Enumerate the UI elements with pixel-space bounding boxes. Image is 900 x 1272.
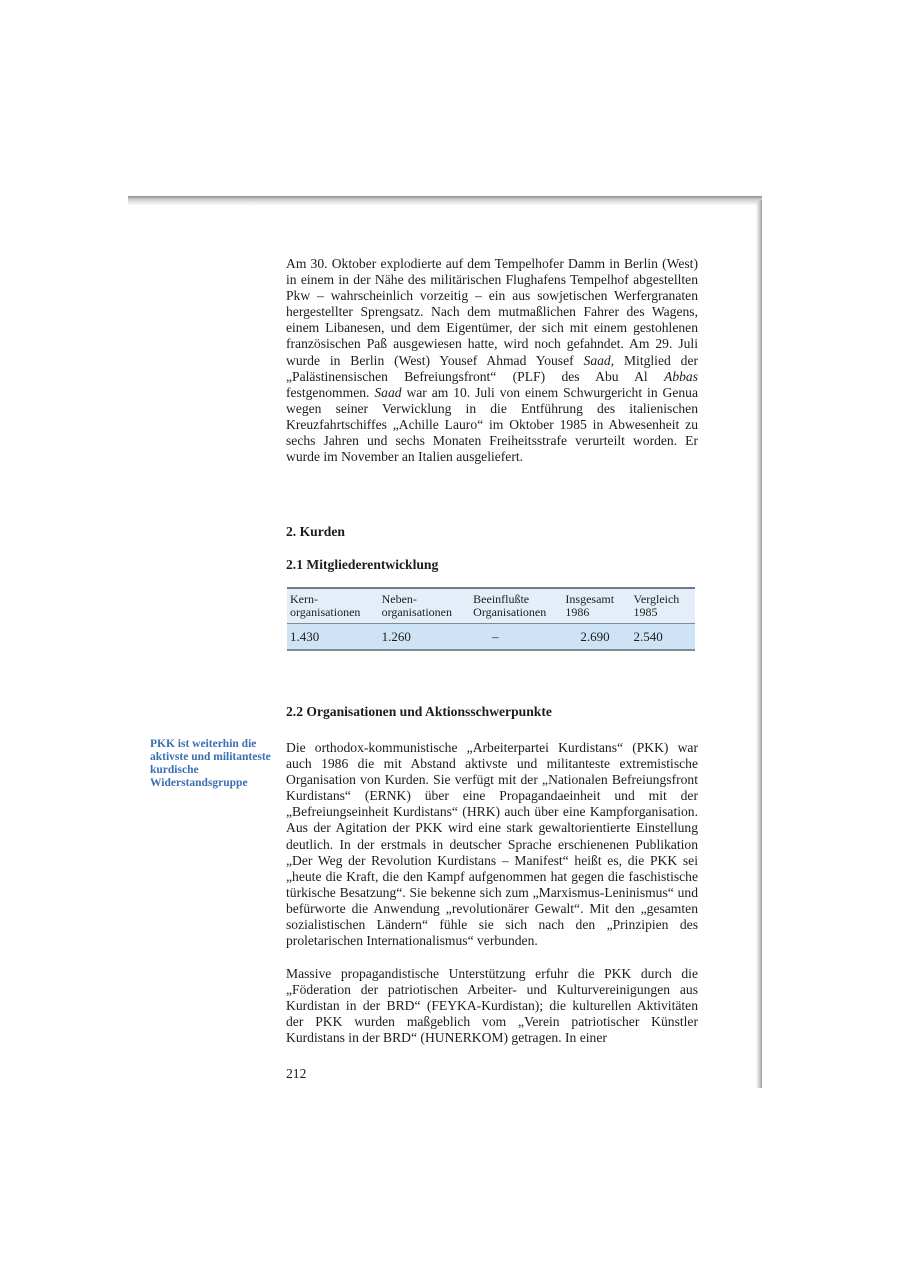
table-cell: 1.430 [287,624,379,651]
table-header: Vergleich 1985 [631,588,695,624]
table-row [287,624,695,651]
margin-note: PKK ist weiterhin die aktivste und militanteste kurdische Widerstandsgruppe [150,738,271,789]
page-right-shadow [756,200,762,1088]
paragraph-feyka [286,966,698,1046]
table-header: Neben- organisationen [379,588,471,624]
heading-kurden: 2. Kurden [286,524,345,539]
text-run: Am 30. Oktober explodierte auf dem Tempelhofer Damm in Berlin (West) in einem in der Nähe des militärischen Flughafens Tempelhof abgestellten Pkw – wahrscheinlich vorzeitig – ein aus sowjetischen Werfergranaten hergestellter Sprengsatz. Nach dem mutmaßlichen Fahrer des Wagens, einem Libanesen, und dem Eigentümer, der sich mit einem gestohlenen französischen Paß ausgewiesen hatte, wird noch gefahndet. Am 29. Juli wurde in Berlin (West) Yousef Ahmad Yousef [286,256,698,368]
paragraph-pkk [286,740,698,949]
text-run-italic: Saad [583,352,611,368]
text-run-italic: Saad [374,384,402,400]
table-cell: 1.260 [379,624,471,651]
text-run: war am 10. Juli von einem Schwurgericht in Genua wegen seiner Verwicklung in die Entführung des italienischen Kreuzfahrtschiffes „Achille Lauro“ im Oktober 1985 in Abwesenheit zu sechs Jahren und sechs Monaten Freiheitsstrafe verurteilt worden. Er wurde im November an Italien ausgeliefert. [286,384,699,465]
table-header: Beeinflußte Organisationen [470,588,562,624]
table-cell: 2.540 [631,624,695,651]
paragraph-text: Massive propagandistische Unterstützung erfuhr die PKK durch die „Föderation der patriotischen Arbeiter- und Kulturvereinigungen aus Kurdistan in der BRD“ (FEYKA-Kurdistan); die kulturellen Aktivitäten der PKK wurden maßgeblich vom „Verein patriotischer Künstler Kurdistans in der BRD“ (HUNERKOM) getragen. In einer [286,966,698,1046]
table-header: Insgesamt 1986 [562,588,630,624]
text-run: , Mitglied der „Palästinensischen Befreiungsfront“ (PLF) des Abu Al [286,352,699,384]
table-header: Kern- organisationen [287,588,379,624]
table-cell: – [470,624,562,651]
paragraph-saad [286,256,698,465]
text-run-italic: Abbas [664,368,698,384]
paragraph-text: Die orthodox-kommunistische „Arbeiterpartei Kurdistans“ (PKK) war auch 1986 die mit Abstand aktivste und militanteste extremistische Organisation von Kurden. Sie verfügt mit der „Nationalen Befreiungsfront Kurdistans“ (ERNK) über eine Propagandaeinheit und mit der „Befreiungseinheit Kurdistans“ (HRK) auch über eine Kampforganisation. Aus der Agitation der PKK wird eine stark gewaltorientierte Einstellung deutlich. In der erstmals in deutscher Sprache erschienenen Publikation „Der Weg der Revolution Kurdistans – Manifest“ heißt es, die PKK sei „heute die Kraft, die den Kampf aufgenommen hat gegen die faschistische türkische Besatzung“. Sie bekenne sich zum „Marxismus-Leninismus“ und befürworte die Anwendung „revolutionärer Gewalt“. Mit den „gesamten sozialistischen Ländern“ fühle sie sich nach den „Prinzipien des proletarischen Internationalismus“ verbunden. [286,740,698,949]
page-top-shadow [128,196,762,206]
page-number: 212 [286,1066,307,1081]
table-header-row [287,588,695,624]
text-run: festgenommen. [286,384,375,400]
table-cell: 2.690 [562,624,630,651]
membership-table [287,587,695,651]
heading-organisationen: 2.2 Organisationen und Aktionsschwerpunkte [286,704,552,719]
heading-mitgliederentwicklung: 2.1 Mitgliederentwicklung [286,557,439,572]
